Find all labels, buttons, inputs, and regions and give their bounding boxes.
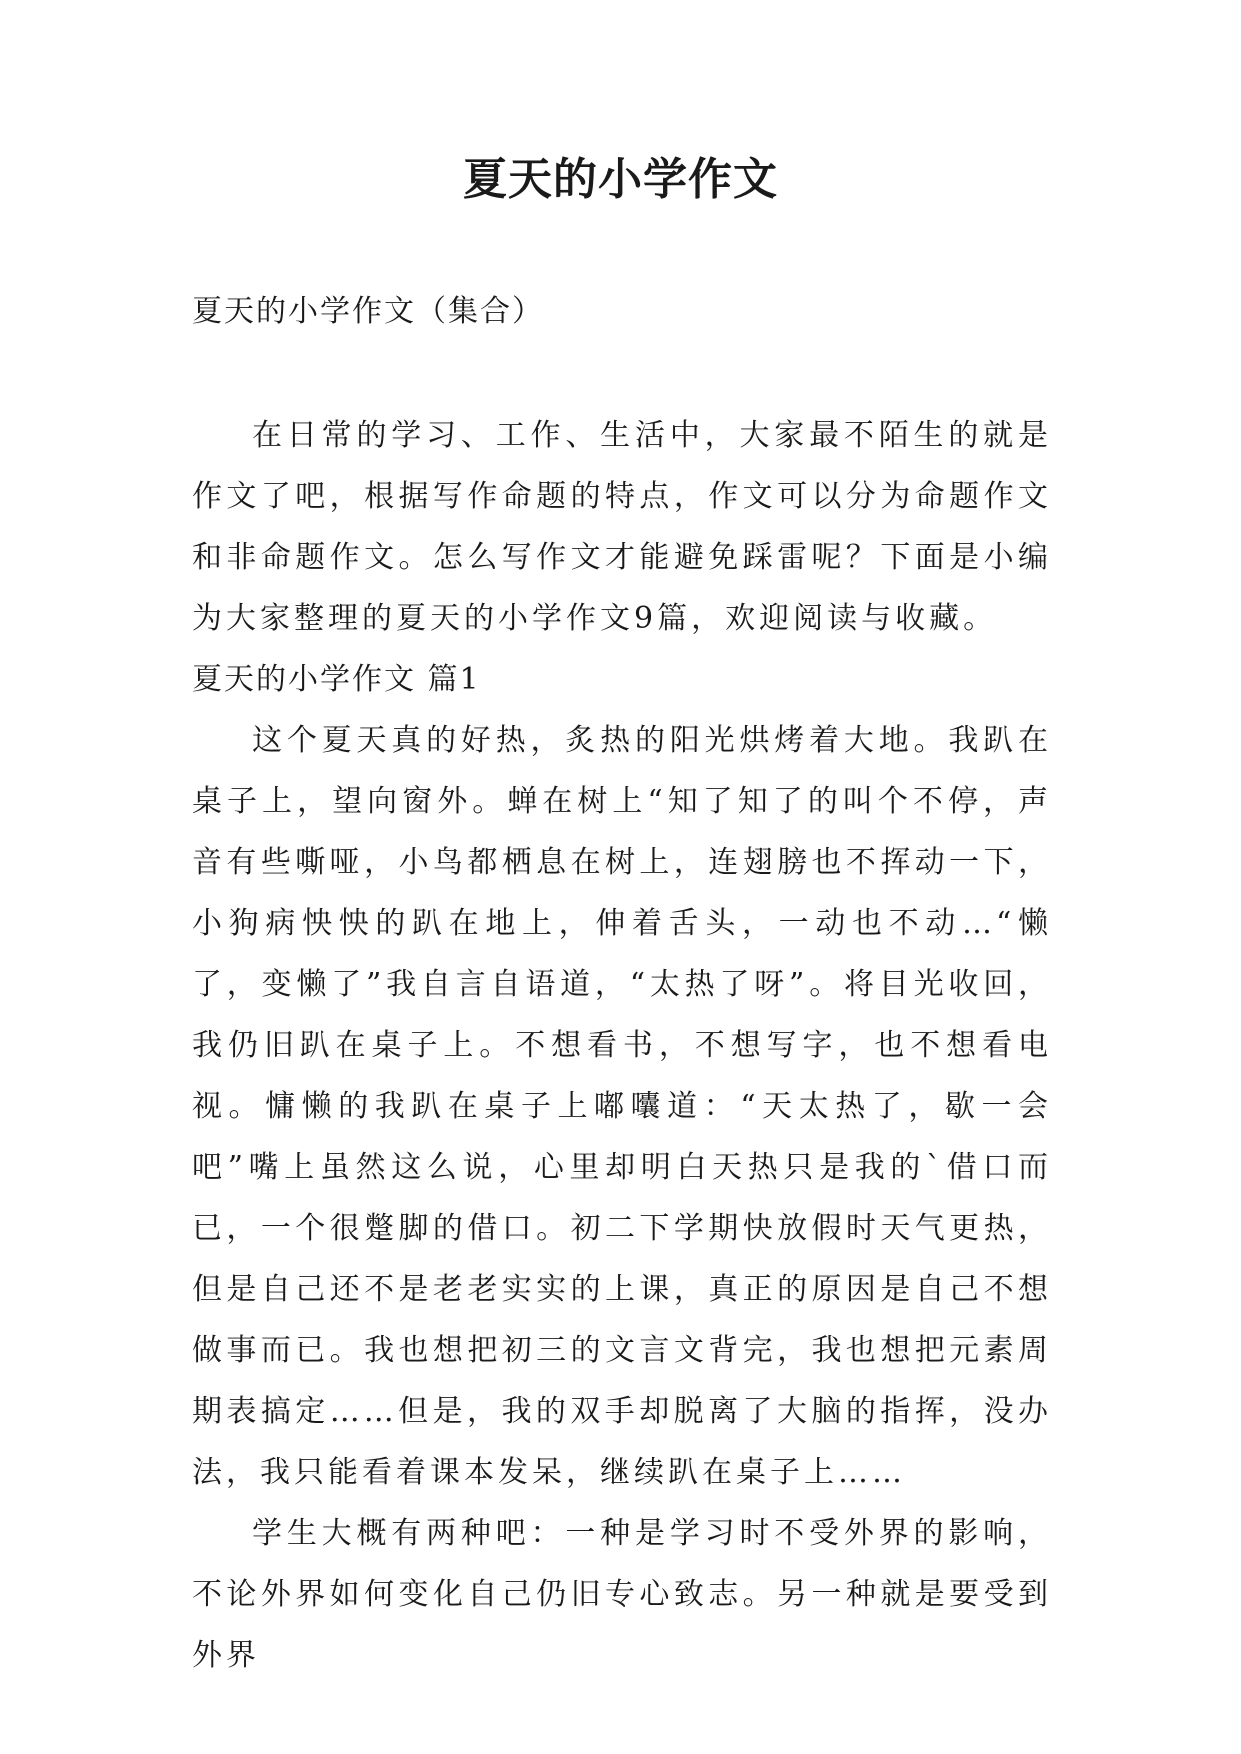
document-subtitle: 夏天的小学作文（集合） [192,294,544,329]
intro-paragraph: 在日常的学习、工作、生活中，大家最不陌生的就是作文了吧，根据写作命题的特点，作文可以分为命题作文和非命题作文。怎么写作文才能避免踩雷呢？下面是小编为大家整理的夏天的小学作文9篇，欢迎阅读与收藏。 [192,418,1052,636]
body-paragraph: 学生大概有两种吧：一种是学习时不受外界的影响，不论外界如何变化自己仍旧专心致志。另一种就是要受到外界 [192,1516,1052,1673]
section-heading: 夏天的小学作文 篇1 [192,662,481,697]
body-paragraph: 这个夏天真的好热，炙热的阳光烘烤着大地。我趴在桌子上，望向窗外。蝉在树上“知了知了的叫个不停，声音有些嘶哑，小鸟都栖息在树上，连翅膀也不挥动一下，小狗病怏怏的趴在地上，伸着舌头，一动也不动…“懒了，变懒了”我自言自语道，“太热了呀”。将目光收回，我仍旧趴在桌子上。不想看书，不想写字，也不想看电视。慵懒的我趴在桌子上嘟囔道：“天太热了，歇一会吧”嘴上虽然这么说，心里却明白天热只是我的`借口而已，一个很蹩脚的借口。初二下学期快放假时天气更热，但是自己还不是老老实实的上课，真正的原因是自己不想做事而已。我也想把初三的文言文背完，我也想把元素周期表搞定……但是，我的双手却脱离了大脑的指挥，没办法，我只能看着课本发呆，继续趴在桌子上…… [192,723,1052,1490]
document-body [192,405,1052,1686]
document-title: 夏天的小学作文 [463,154,778,205]
